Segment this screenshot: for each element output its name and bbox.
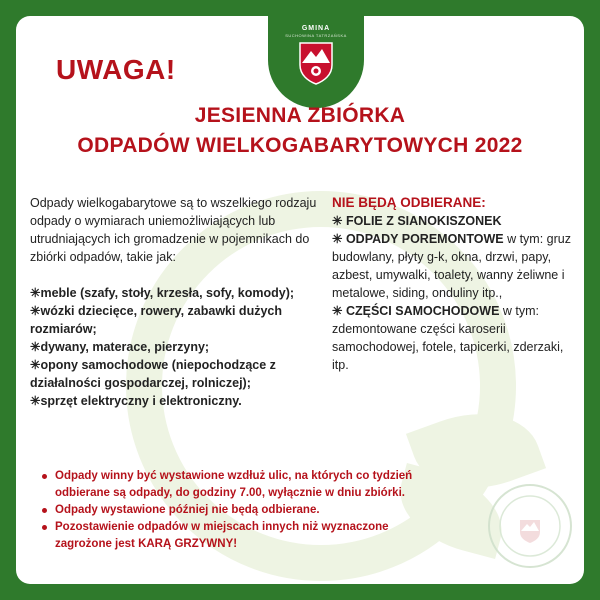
not-collected-item: ✳ FOLIE Z SIANOKISZONEK (332, 214, 502, 228)
note-item: Odpady winny być wystawione wzdłuż ulic, na których co tydzień odbierane są odpady, do godziny 7.00, wyłącznie w dniu zbiórki. (38, 468, 438, 502)
municipality-name: GMINA (301, 25, 331, 32)
title-line-2: ODPADÓW WIELKOGABARYTOWYCH 2022 (77, 134, 523, 157)
item-description: w tym: gruz budowlany, płyty g-k, okna, drzwi, papy, azbest, umywalki, toalety, wanny żeliwne i metalowe, siding, onduliny itp., (332, 232, 571, 300)
note-item: Pozostawienie odpadów w miejscach innych niż wyznaczone zagrożone jest KARĄ GRZYWNY! (38, 519, 438, 553)
coat-of-arms-icon (298, 41, 334, 85)
attention-heading: UWAGA! (56, 54, 176, 85)
accepted-item: ✳wózki dziecięce, rowery, zabawki dużych rozmiarów; (30, 304, 282, 336)
not-collected-heading: NIE BĘDĄ ODBIERANE: (332, 195, 486, 210)
municipality-tab (268, 16, 364, 108)
item-label: ✳ CZĘŚCI SAMOCHODOWE (332, 304, 500, 318)
accepted-item: ✳meble (szafy, stoły, krzesła, sofy, komody); (30, 286, 295, 300)
accepted-item: ✳dywany, materace, pierzyny; (30, 340, 210, 354)
accepted-waste-column (30, 194, 336, 410)
seal-emblem-icon (490, 486, 570, 566)
municipality-subname: SUCHOWINA TATRZAŃSKA (285, 33, 347, 38)
accepted-item: ✳sprzęt elektryczny i elektroniczny. (30, 394, 242, 408)
note-item: Odpady wystawione później nie będą odbierane. (38, 502, 438, 519)
item-description: w tym: zdemontowane części karoserii samochodowej, fotele, tapicerki, zderzaki, itp. (332, 304, 564, 372)
not-collected-item (332, 302, 578, 374)
item-label: ✳ ODPADY POREMONTOWE (332, 232, 504, 246)
poster-card (16, 16, 584, 584)
municipality-seal-watermark (488, 484, 572, 568)
notes-list (38, 468, 438, 553)
not-collected-column (332, 194, 578, 374)
title-line-1: JESIENNA ZBIÓRKA (194, 104, 406, 127)
accepted-item: ✳opony samochodowe (niepochodzące z działalności gospodarczej, rolniczej); (30, 358, 276, 390)
not-collected-item (332, 230, 578, 302)
intro-text: Odpady wielkogabarytowe są to wszelkiego rodzaju odpady o wymiarach uniemożliwiających lub utrudniających ich gromadzenie w pojemnikach do zbiórki odpadów, takie jak: (30, 196, 317, 264)
